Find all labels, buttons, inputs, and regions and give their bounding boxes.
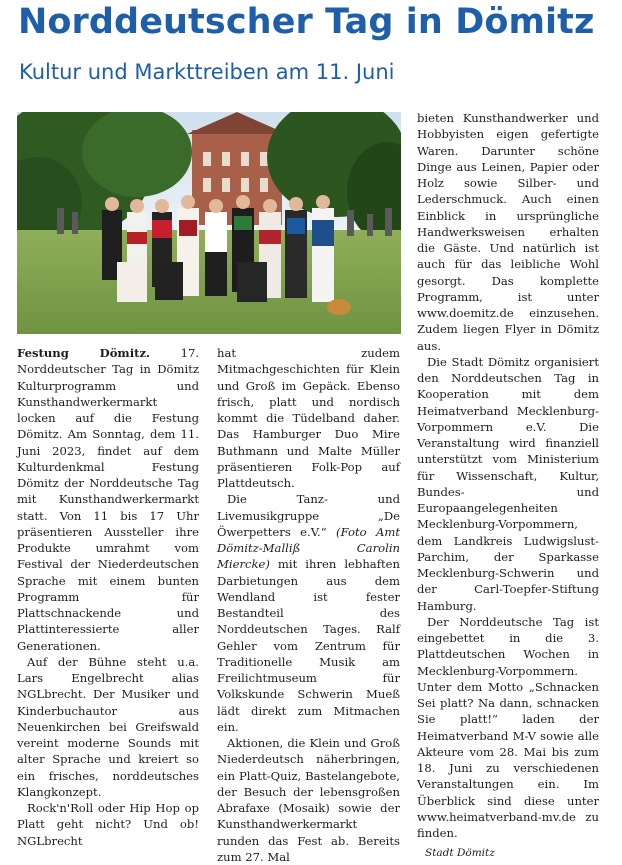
paragraph — [217, 491, 400, 735]
paragraph: Aktionen, die Klein und Groß Niederdeutsch näherbringen, ein Platt-Quiz, Bastelangebote, der Besuch der lebensgroßen Abrafaxe (Mosaik) sowie der Kunsthandwerkermarkt runden das Fest ab. Bereits zum 27. Mal — [217, 736, 400, 864]
paragraph: Der Norddeutsche Tag ist eingebettet in die 3. Plattdeutschen Wochen in Mecklenburg-Vorpommern. Unter dem Motto „Schnacken Sei platt? Na dann, schnacken Sie platt!“ laden der Heimatverband M-V sowie alle Akteure vom 28. Mai bis zum 18. Juni zu verschiedenen Veranstaltungen ein. Im Überblick sind diese unter www.heimatverband-mv.de zu finden. — [417, 614, 599, 840]
article-column-2 — [217, 345, 400, 865]
article-photo — [17, 112, 401, 334]
paragraph: bieten Kunsthandwerker und Hobbyisten eigen gefertigte Waren. Darunter schöne Dinge aus Leinen, Papier oder Holz sowie Silber- und Lederschmuck. Auch einen Einblick in ursprüngliche Handwerksweisen erhalten die Gäste. Und natürlich ist auch für das leibliche Wohl gesorgt. Das komplette Programm, ist unter www.doemitz.de einzusehen. Zudem liegen Flyer in Dömitz aus. — [417, 111, 599, 353]
paragraph: Rock'n'Roll oder Hip Hop op Platt geht nicht? Und ob! NGLbrecht — [17, 801, 199, 848]
paragraph: Die Stadt Dömitz organisiert den Norddeutschen Tag in Kooperation mit dem Heimatverband Mecklenburg-Vorpommern e.V. Die Veranstaltung wird finanziell unterstützt vom Ministerium für Wissenschaft, Kultur, Bundes- und Europaangelegenheiten Mecklenburg-Vorpommern, dem Landkreis Ludwigslust-Parchim, der Sparkasse Mecklenburg-Schwerin und der Carl-Toepfer-Stiftung Hamburg. — [417, 354, 599, 613]
headline: Norddeutscher Tag in Dömitz — [18, 2, 595, 42]
article-column-3 — [417, 110, 599, 862]
paragraph-text: 17. Norddeutscher Tag in Dömitz Kulturprogramm und Kunsthandwerkermarkt locken auf die Festung Dömitz. Am Sonntag, dem 11. Juni 2023, findet auf dem Kulturdenkmal Festung Dömitz der Norddeutsche Tag mit Kunsthandwerkermarkt statt. Von 11 bis 17 Uhr präsentieren Aussteller ihre Produkte umrahmt vom Festival der Niederdeutschen Sprache mit einem bunten Programm für Plattschnackende und Plattinteressierte aller Generationen. — [17, 346, 200, 653]
paragraph — [17, 345, 199, 654]
photo-credit: (Foto Amt Dömitz-Malliß Carolin Miercke) — [217, 524, 400, 572]
article-column-1 — [17, 345, 199, 849]
paragraph-text: Die Tanz- und Livemusikgruppe „De Öwerpetters e.V.“ — [217, 492, 400, 539]
paragraph: hat zudem Mitmachgeschichten für Klein und Groß im Gepäck. Ebenso frisch, platt und nordisch kommt die Tüdelband daher. Das Hamburger Duo Mire Buthmann und Malte Müller präsentieren Folk-Pop auf Plattdeutsch. — [217, 346, 400, 490]
dateline: Festung Dömitz. — [17, 346, 151, 360]
subheadline: Kultur und Markttreiben am 11. Juni — [19, 60, 395, 84]
paragraph-text: mit ihren lebhaften Darbietungen aus dem Wendland ist fester Bestandteil des Norddeutschen Tages. Ralf Gehler vom Zentrum für Traditionelle Musik am Freilichtmuseum für Volkskunde Schwerin Mueß lädt direkt zum Mitmachen ein. — [217, 557, 400, 734]
author-credit: Stadt Dömitz — [425, 847, 495, 860]
paragraph: Auf der Bühne steht u.a. Lars Engelbrecht alias NGLbrecht. Der Musiker und Kinderbuchautor aus Neuenkirchen bei Greifswald vereint moderne Sounds mit alter Sprache und kreiert so ein frisches, norddeutsches Klangkonzept. — [17, 654, 199, 799]
